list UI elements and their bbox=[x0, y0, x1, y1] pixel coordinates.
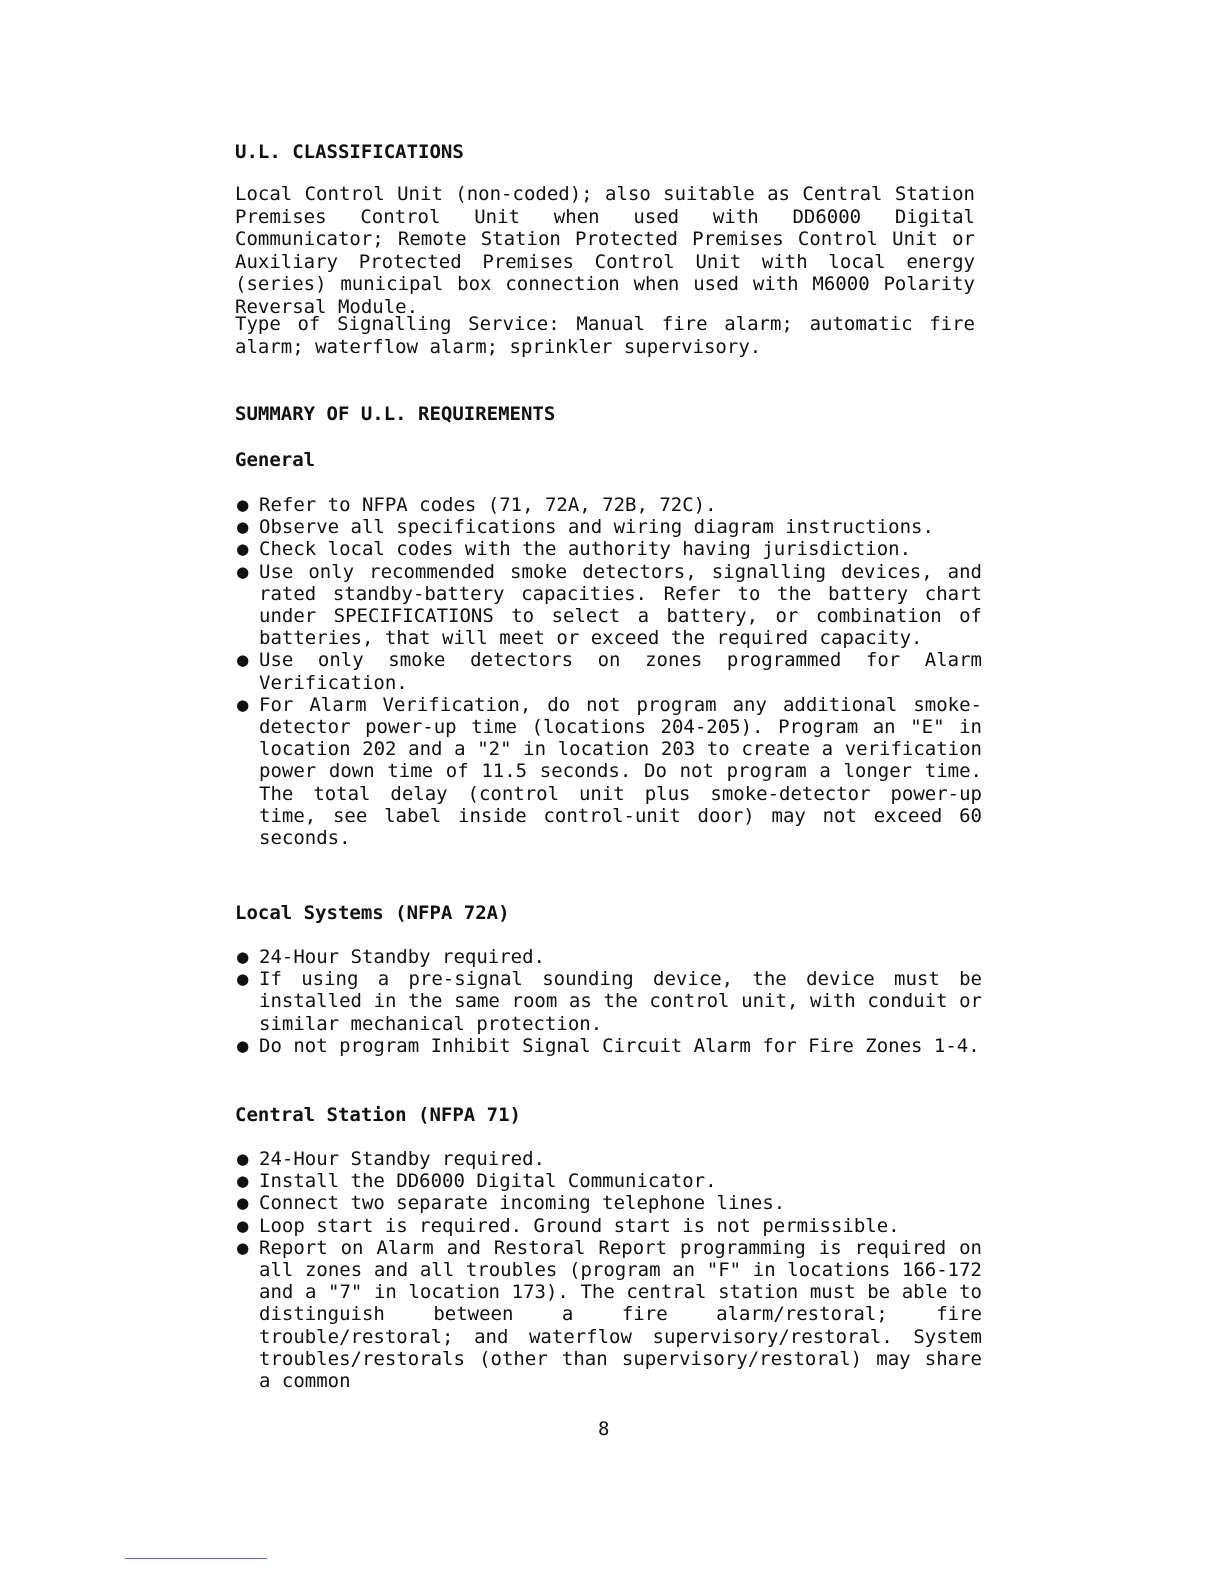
bullet-icon: ● bbox=[237, 1214, 249, 1237]
bullet-icon: ● bbox=[237, 968, 249, 991]
list-item: ● Use only smoke detectors on zones programmed for Alarm Verification. bbox=[237, 649, 982, 694]
list-item: ● Do not program Inhibit Signal Circuit Alarm for Fire Zones 1-4. bbox=[237, 1034, 980, 1057]
list-item: ● Refer to NFPA codes (71, 72A, 72B, 72C). bbox=[237, 494, 717, 516]
bullet-icon: ● bbox=[237, 946, 249, 968]
general-list bbox=[237, 494, 982, 849]
local-systems-list bbox=[237, 946, 982, 1057]
list-item: ● Use only recommended smoke detectors, signalling devices, and rated standby-battery capacities. Refer to the battery chart under SPECIFICATIONS to select a battery, or combination of batteries, that will meet or exceed the required capacity. bbox=[237, 560, 982, 650]
bullet-icon: ● bbox=[237, 1034, 249, 1057]
signalling-service-paragraph: Type of Signalling Service: Manual fire alarm; automatic fire alarm; waterflow alarm; sprinkler supervisory. bbox=[235, 313, 975, 358]
local-systems-subheading: Local Systems (NFPA 72A) bbox=[235, 902, 510, 924]
bullet-icon: ● bbox=[237, 494, 249, 516]
general-subheading: General bbox=[235, 449, 316, 471]
ul-classifications-paragraph: Local Control Unit (non-coded); also suitable as Central Station Premises Control Unit when used with DD6000 Digital Communicator; Remote Station Protected Premises Control Unit or Auxiliary Protected Premises Control Unit with local energy (series) municipal box connection when used with M6000 Polarity Reversal Module. bbox=[235, 183, 975, 318]
bullet-icon: ● bbox=[237, 538, 249, 561]
list-item: ● If using a pre-signal sounding device, the device must be installed in the same room as the control unit, with conduit or similar mechanical protection. bbox=[237, 968, 982, 1035]
bullet-icon: ● bbox=[237, 516, 249, 539]
bullet-icon: ● bbox=[237, 1170, 249, 1193]
list-item: ● Install the DD6000 Digital Communicator. bbox=[237, 1170, 717, 1193]
list-item: ● 24-Hour Standby required. bbox=[237, 1148, 545, 1170]
bullet-icon: ● bbox=[237, 1148, 249, 1170]
list-item: ● Loop start is required. Ground start is not permissible. bbox=[237, 1214, 900, 1237]
ul-classifications-heading: U.L. CLASSIFICATIONS bbox=[235, 141, 464, 163]
summary-heading: SUMMARY OF U.L. REQUIREMENTS bbox=[235, 403, 556, 425]
central-station-list bbox=[237, 1148, 982, 1392]
list-item: ● Check local codes with the authority having jurisdiction. bbox=[237, 538, 912, 561]
list-item: ● Report on Alarm and Restoral Report programming is required on all zones and all troubles (program an "F" in locations 166-172 and a "7" in location 173). The central station must be able to distinguish between a fire alarm/restoral; fire trouble/restoral; and waterflow supervisory/restoral. System troubles/restorals (other than supervisory/restoral) may share a common bbox=[237, 1236, 982, 1393]
list-item: ● 24-Hour Standby required. bbox=[237, 946, 545, 968]
list-item: ● Observe all specifications and wiring diagram instructions. bbox=[237, 516, 934, 539]
bullet-icon: ● bbox=[237, 1236, 249, 1259]
footer-rule bbox=[125, 1558, 267, 1559]
bullet-icon: ● bbox=[237, 649, 249, 672]
bullet-icon: ● bbox=[237, 1192, 249, 1215]
bullet-icon: ● bbox=[237, 560, 249, 583]
central-station-subheading: Central Station (NFPA 71) bbox=[235, 1104, 521, 1126]
bullet-icon: ● bbox=[237, 693, 249, 716]
page-number: 8 bbox=[598, 1418, 610, 1440]
list-item: ● For Alarm Verification, do not program any additional smoke-detector power-up time (locations 204-205). Program an "E" in location 202 and a "2" in location 203 to create a verification power down time of 11.5 seconds. Do not program a longer time. The total delay (control unit plus smoke-detector power-up time, see label inside control-unit door) may not exceed 60 seconds. bbox=[237, 693, 982, 850]
list-item: ● Connect two separate incoming telephone lines. bbox=[237, 1192, 786, 1215]
